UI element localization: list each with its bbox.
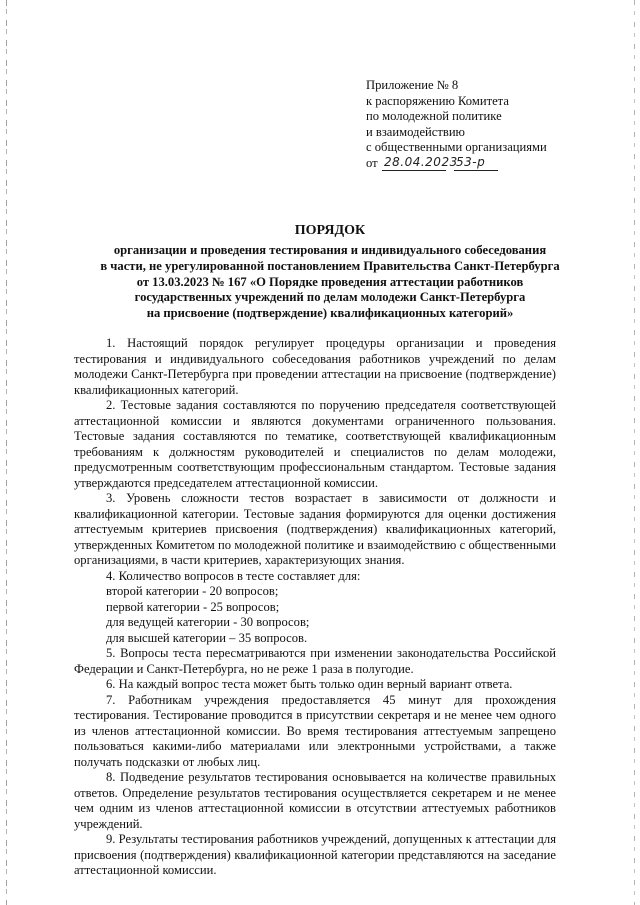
subtitle-line: на присвоение (подтверждение) квалификационных категорий» (146, 306, 514, 321)
paragraph-8: 8. Подведение результатов тестирования основывается на количестве правильных ответов. Определение результатов тестирования осуществляется секретарем и не менее чем одним из членов аттестационной комиссии в отсутствии аттестуемых работников учреждений. (74, 770, 556, 831)
annex-order-line: к распоряжению Комитета (366, 93, 509, 108)
paragraph-3: 3. Уровень сложности тестов возрастает в зависимости от должности и квалификационной категории. Тестовые задания формируются для оценки достижения аттестуемым критериев присвоения (подтверждения) квалификационных категорий, утвержденных Комитетом по молодежной политике и взаимодействию с общественными организациями, в части критериев, характеризующих знания. (74, 491, 556, 567)
annex-number: Приложение № 8 (366, 78, 459, 92)
subtitle-line: от 13.03.2023 № 167 «О Порядке проведения аттестации работников (136, 274, 524, 289)
date-underline (382, 170, 446, 171)
annex-header (366, 78, 636, 172)
annex-date-row (366, 156, 636, 172)
annex-committee-line: по молодежной политике (366, 109, 502, 124)
paragraph-2: 2. Тестовые задания составляются по поручению председателя соответствующей аттестационной комиссии и являются документами ограниченного пользования. Тестовые задания составляются по тематике, соответствующей квалификационным требованиям к должностям руководителей и специалистов по делам молодежи, предусмотренным соответствующим профессиональным стандартом. Тестовые задания утверждаются председателем аттестационной комиссии. (74, 398, 556, 490)
subtitle-line: в части, не урегулированной постановлением Правительства Санкт-Петербурга (100, 258, 560, 273)
subtitle-line: организации и проведения тестирования и индивидуального собеседования (113, 243, 547, 257)
handwritten-number: 53-р (456, 154, 486, 169)
handwritten-date: 28.04.2023 (384, 154, 458, 169)
paragraph-4: 4. Количество вопросов в тесте составляет для: (106, 568, 361, 583)
paragraph-9: 9. Результаты тестирования работников учреждений, допущенных к аттестации для присвоения (подтверждения) квалификационной категории представляются на заседание аттестационной комиссии. (74, 832, 556, 877)
subtitle-line: государственных учреждений по делам молодежи Санкт-Петербурга (134, 290, 526, 305)
paragraph-5: 5. Вопросы теста пересматриваются при изменении законодательства Российской Федерации и Санкт-Петербурга, но не реже 1 раза в полугодие. (74, 646, 556, 676)
document-title: ПОРЯДОК (294, 223, 366, 238)
annex-organizations-line: с общественными организациями (366, 140, 547, 155)
scan-edge-left (6, 0, 7, 905)
category-item: для высшей категории – 35 вопросов. (106, 630, 308, 645)
annex-interaction-line: и взаимодействию (366, 124, 465, 139)
paragraph-7: 7. Работникам учреждения предоставляется 45 минут для прохождения тестирования. Тестирование проводится в присутствии секретаря и не менее чем одного из членов аттестационной комиссии. Во время тестирования аттестуемым запрещено пользоваться какими-либо материалами или электронными устройствами, а также получать подсказки от любых лиц. (74, 692, 556, 769)
document-body (74, 336, 556, 879)
document-title-block (60, 222, 600, 322)
category-item: первой категории - 25 вопросов; (106, 599, 280, 614)
category-item: второй категории - 20 вопросов; (106, 584, 279, 598)
paragraph-6: 6. На каждый вопрос теста может быть только один верный вариант ответа. (106, 677, 513, 691)
annex-date-prefix: от (366, 155, 378, 170)
paragraph-1: 1. Настоящий порядок регулирует процедуры организации и проведения тестирования и индивидуального собеседования работников учреждений по делам молодежи Санкт-Петербурга при проведении аттестации на присвоение (подтверждение) квалификационных категорий. (74, 336, 556, 397)
category-item: для ведущей категории - 30 вопросов; (106, 615, 310, 629)
number-underline (454, 170, 498, 171)
